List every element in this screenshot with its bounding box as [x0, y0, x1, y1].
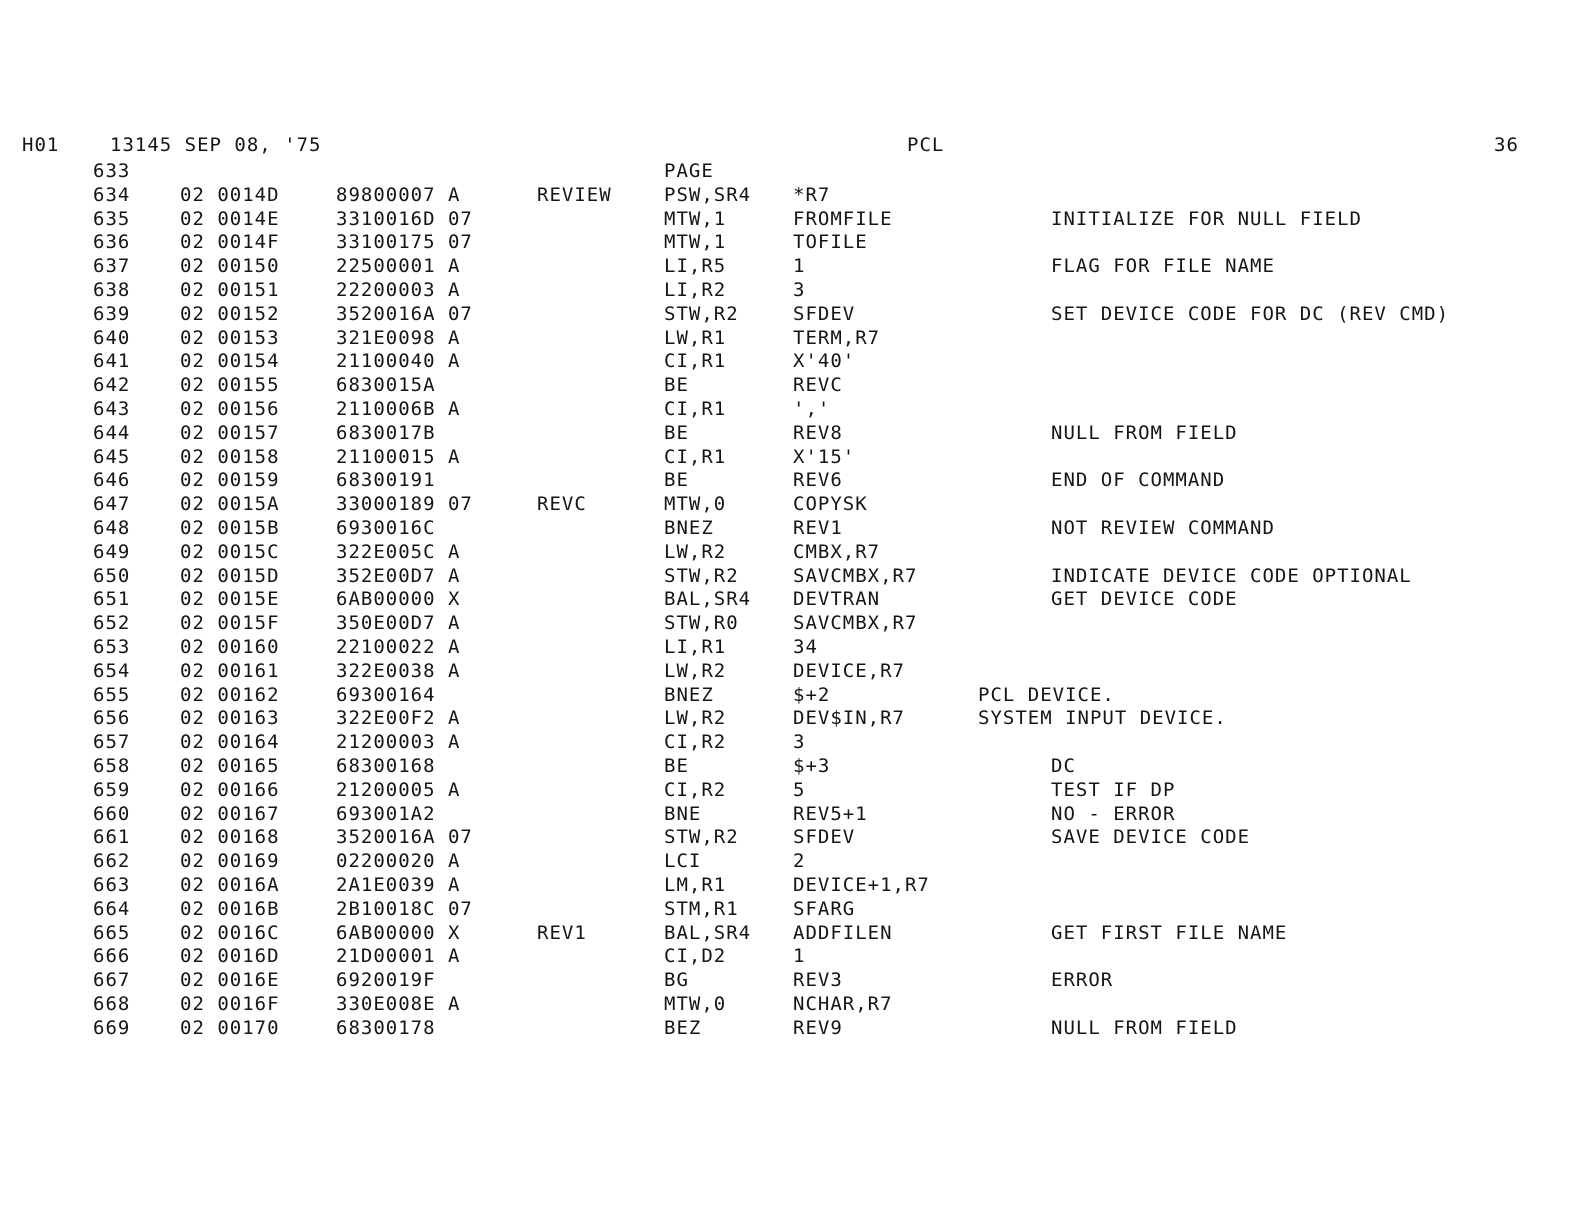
line-number: 653	[93, 635, 131, 658]
object-code: 69300164	[336, 683, 436, 706]
comment: NOT REVIEW COMMAND	[1051, 516, 1275, 539]
line-number: 655	[93, 683, 131, 706]
operand: SFARG	[793, 897, 856, 920]
operand: REV3	[793, 969, 843, 992]
opcode: MTW,1	[664, 231, 727, 254]
listing-row	[0, 446, 1584, 470]
listing-row	[0, 231, 1584, 255]
object-code: 322E005C A	[336, 540, 461, 563]
operand: REVC	[793, 374, 843, 397]
opcode: LW,R2	[664, 540, 727, 563]
listing-row	[0, 160, 1584, 184]
opcode: BNEZ	[664, 683, 714, 706]
object-code: 350E00D7 A	[336, 612, 461, 635]
comment: INDICATE DEVICE CODE OPTIONAL	[1051, 564, 1412, 587]
header-id: H01	[22, 134, 60, 156]
object-code: 68300191	[336, 469, 436, 492]
address: 02 0014D	[180, 183, 280, 206]
opcode: STM,R1	[664, 897, 739, 920]
operand: 3	[793, 278, 806, 301]
address: 02 00158	[180, 445, 280, 468]
operand: *R7	[793, 183, 831, 206]
opcode: CI,D2	[664, 945, 727, 968]
object-code: 22100022 A	[336, 635, 461, 658]
opcode: PAGE	[664, 160, 714, 182]
address: 02 00163	[180, 707, 280, 730]
line-number: 647	[93, 493, 131, 516]
line-number: 652	[93, 612, 131, 635]
address: 02 00169	[180, 850, 280, 873]
object-code: 22200003 A	[336, 278, 461, 301]
line-number: 668	[93, 992, 131, 1015]
operand: 3	[793, 731, 806, 754]
object-code: 6AB00000 X	[336, 588, 461, 611]
line-number: 664	[93, 897, 131, 920]
object-code: 2110006B A	[336, 397, 461, 420]
listing-row	[0, 422, 1584, 446]
listing-row	[0, 588, 1584, 612]
address: 02 00157	[180, 421, 280, 444]
operand: TOFILE	[793, 231, 868, 254]
listing-row	[0, 327, 1584, 351]
opcode: STW,R2	[664, 302, 739, 325]
operand: FROMFILE	[793, 207, 893, 230]
address: 02 00164	[180, 731, 280, 754]
line-number: 669	[93, 1016, 131, 1039]
address: 02 00156	[180, 397, 280, 420]
line-number: 633	[93, 160, 131, 182]
object-code: 89800007 A	[336, 183, 461, 206]
line-number: 645	[93, 445, 131, 468]
opcode: LW,R2	[664, 707, 727, 730]
address: 02 00162	[180, 683, 280, 706]
line-number: 654	[93, 659, 131, 682]
listing-row	[0, 612, 1584, 636]
listing-row	[0, 517, 1584, 541]
object-code: 68300168	[336, 754, 436, 777]
opcode: CI,R1	[664, 445, 727, 468]
line-number: 635	[93, 207, 131, 230]
address: 02 0015E	[180, 588, 280, 611]
address: 02 0016F	[180, 992, 280, 1015]
object-code: 6AB00000 X	[336, 921, 461, 944]
address: 02 0015A	[180, 493, 280, 516]
address: 02 0014F	[180, 231, 280, 254]
operand: ADDFILEN	[793, 921, 893, 944]
label: REV1	[537, 921, 587, 944]
opcode: BEZ	[664, 1016, 702, 1039]
comment: NULL FROM FIELD	[1051, 1016, 1238, 1039]
object-code: 330E008E A	[336, 992, 461, 1015]
operand: SFDEV	[793, 826, 856, 849]
object-code: 21D00001 A	[336, 945, 461, 968]
listing-row	[0, 707, 1584, 731]
line-number: 644	[93, 421, 131, 444]
opcode: STW,R0	[664, 612, 739, 635]
listing-row	[0, 922, 1584, 946]
header-page-number: 36	[1494, 134, 1519, 156]
line-number: 661	[93, 826, 131, 849]
line-number: 657	[93, 731, 131, 754]
comment: PCL DEVICE.	[978, 683, 1115, 706]
line-number: 665	[93, 921, 131, 944]
address: 02 0014E	[180, 207, 280, 230]
operand: ','	[793, 397, 831, 420]
comment: SAVE DEVICE CODE	[1051, 826, 1251, 849]
address: 02 00154	[180, 350, 280, 373]
header-title: PCL	[907, 134, 945, 156]
object-code: 21100040 A	[336, 350, 461, 373]
operand: SAVCMBX,R7	[793, 564, 918, 587]
opcode: LI,R1	[664, 635, 727, 658]
line-number: 637	[93, 255, 131, 278]
opcode: LM,R1	[664, 873, 727, 896]
object-code: 22500001 A	[336, 255, 461, 278]
listing-row	[0, 779, 1584, 803]
operand: DEVTRAN	[793, 588, 881, 611]
operand: X'40'	[793, 350, 856, 373]
comment: END OF COMMAND	[1051, 469, 1226, 492]
comment: ERROR	[1051, 969, 1114, 992]
address: 02 00155	[180, 374, 280, 397]
object-code: 6830017B	[336, 421, 436, 444]
opcode: CI,R2	[664, 778, 727, 801]
operand: 2	[793, 850, 806, 873]
line-number: 648	[93, 516, 131, 539]
operand: DEVICE+1,R7	[793, 873, 930, 896]
opcode: LW,R1	[664, 326, 727, 349]
object-code: 2B10018C 07	[336, 897, 473, 920]
object-code: 6930016C	[336, 516, 436, 539]
line-number: 642	[93, 374, 131, 397]
object-code: 352E00D7 A	[336, 564, 461, 587]
object-code: 21200003 A	[336, 731, 461, 754]
object-code: 21200005 A	[336, 778, 461, 801]
object-code: 2A1E0039 A	[336, 873, 461, 896]
comment: DC	[1051, 754, 1076, 777]
line-number: 640	[93, 326, 131, 349]
comment: INITIALIZE FOR NULL FIELD	[1051, 207, 1362, 230]
comment: FLAG FOR FILE NAME	[1051, 255, 1275, 278]
line-number: 650	[93, 564, 131, 587]
listing-row	[0, 1017, 1584, 1041]
operand: TERM,R7	[793, 326, 881, 349]
operand: $+3	[793, 754, 831, 777]
line-number: 660	[93, 802, 131, 825]
line-number: 636	[93, 231, 131, 254]
address: 02 00153	[180, 326, 280, 349]
object-code: 693001A2	[336, 802, 436, 825]
operand: COPYSK	[793, 493, 868, 516]
listing-row	[0, 208, 1584, 232]
operand: REV5+1	[793, 802, 868, 825]
operand: REV6	[793, 469, 843, 492]
opcode: MTW,0	[664, 992, 727, 1015]
object-code: 68300178	[336, 1016, 436, 1039]
object-code: 3520016A 07	[336, 302, 473, 325]
listing-row	[0, 660, 1584, 684]
opcode: LW,R2	[664, 659, 727, 682]
listing-row	[0, 303, 1584, 327]
opcode: MTW,0	[664, 493, 727, 516]
line-number: 638	[93, 278, 131, 301]
opcode: PSW,SR4	[664, 183, 752, 206]
line-number: 658	[93, 754, 131, 777]
opcode: LI,R5	[664, 255, 727, 278]
address: 02 00168	[180, 826, 280, 849]
operand: DEVICE,R7	[793, 659, 905, 682]
opcode: BE	[664, 374, 689, 397]
address: 02 0016C	[180, 921, 280, 944]
opcode: MTW,1	[664, 207, 727, 230]
listing-row	[0, 850, 1584, 874]
line-number: 651	[93, 588, 131, 611]
comment: SET DEVICE CODE FOR DC (REV CMD)	[1051, 302, 1450, 325]
listing-row	[0, 684, 1584, 708]
operand: 1	[793, 945, 806, 968]
listing-row	[0, 731, 1584, 755]
comment: SYSTEM INPUT DEVICE.	[978, 707, 1227, 730]
object-code: 6920019F	[336, 969, 436, 992]
address: 02 00170	[180, 1016, 280, 1039]
opcode: BAL,SR4	[664, 921, 752, 944]
opcode: BE	[664, 469, 689, 492]
listing-row	[0, 493, 1584, 517]
opcode: BE	[664, 754, 689, 777]
address: 02 00161	[180, 659, 280, 682]
address: 02 00160	[180, 635, 280, 658]
listing-row	[0, 826, 1584, 850]
listing-row	[0, 374, 1584, 398]
line-number: 643	[93, 397, 131, 420]
assembly-listing	[0, 160, 1584, 1040]
address: 02 00166	[180, 778, 280, 801]
object-code: 3520016A 07	[336, 826, 473, 849]
object-code: 322E0038 A	[336, 659, 461, 682]
comment: GET FIRST FILE NAME	[1051, 921, 1288, 944]
line-number: 639	[93, 302, 131, 325]
line-number: 656	[93, 707, 131, 730]
operand: REV8	[793, 421, 843, 444]
operand: 5	[793, 778, 806, 801]
address: 02 00159	[180, 469, 280, 492]
address: 02 00152	[180, 302, 280, 325]
object-code: 322E00F2 A	[336, 707, 461, 730]
line-number: 646	[93, 469, 131, 492]
listing-row	[0, 874, 1584, 898]
address: 02 0016E	[180, 969, 280, 992]
listing-row	[0, 469, 1584, 493]
address: 02 00167	[180, 802, 280, 825]
listing-row	[0, 350, 1584, 374]
listing-row	[0, 279, 1584, 303]
label: REVC	[537, 493, 587, 516]
address: 02 0016A	[180, 873, 280, 896]
listing-row	[0, 945, 1584, 969]
object-code: 33100175 07	[336, 231, 473, 254]
line-number: 659	[93, 778, 131, 801]
address: 02 00165	[180, 754, 280, 777]
listing-row	[0, 898, 1584, 922]
opcode: STW,R2	[664, 564, 739, 587]
address: 02 0015D	[180, 564, 280, 587]
object-code: 3310016D 07	[336, 207, 473, 230]
operand: NCHAR,R7	[793, 992, 893, 1015]
label: REVIEW	[537, 183, 612, 206]
listing-row	[0, 398, 1584, 422]
opcode: CI,R2	[664, 731, 727, 754]
line-number: 641	[93, 350, 131, 373]
address: 02 0016D	[180, 945, 280, 968]
listing-row	[0, 565, 1584, 589]
listing-row	[0, 255, 1584, 279]
object-code: 21100015 A	[336, 445, 461, 468]
comment: TEST IF DP	[1051, 778, 1176, 801]
comment: NO - ERROR	[1051, 802, 1176, 825]
line-number: 662	[93, 850, 131, 873]
opcode: BNEZ	[664, 516, 714, 539]
operand: SAVCMBX,R7	[793, 612, 918, 635]
comment: NULL FROM FIELD	[1051, 421, 1238, 444]
header-time-date: 13145 SEP 08, '75	[110, 134, 322, 156]
listing-row	[0, 541, 1584, 565]
operand: REV1	[793, 516, 843, 539]
listing-row	[0, 803, 1584, 827]
line-number: 666	[93, 945, 131, 968]
opcode: BE	[664, 421, 689, 444]
listing-row	[0, 993, 1584, 1017]
listing-row	[0, 755, 1584, 779]
operand: CMBX,R7	[793, 540, 881, 563]
operand: DEV$IN,R7	[793, 707, 905, 730]
address: 02 0016B	[180, 897, 280, 920]
listing-row	[0, 636, 1584, 660]
address: 02 0015C	[180, 540, 280, 563]
object-code: 33000189 07	[336, 493, 473, 516]
opcode: LI,R2	[664, 278, 727, 301]
object-code: 6830015A	[336, 374, 436, 397]
address: 02 00151	[180, 278, 280, 301]
comment: GET DEVICE CODE	[1051, 588, 1238, 611]
operand: 34	[793, 635, 818, 658]
listing-row	[0, 184, 1584, 208]
opcode: CI,R1	[664, 397, 727, 420]
address: 02 0015F	[180, 612, 280, 635]
opcode: BG	[664, 969, 689, 992]
line-number: 667	[93, 969, 131, 992]
opcode: BNE	[664, 802, 702, 825]
line-number: 649	[93, 540, 131, 563]
object-code: 321E0098 A	[336, 326, 461, 349]
opcode: STW,R2	[664, 826, 739, 849]
line-number: 634	[93, 183, 131, 206]
operand: $+2	[793, 683, 831, 706]
address: 02 00150	[180, 255, 280, 278]
line-number: 663	[93, 873, 131, 896]
operand: 1	[793, 255, 806, 278]
object-code: 02200020 A	[336, 850, 461, 873]
operand: REV9	[793, 1016, 843, 1039]
operand: SFDEV	[793, 302, 856, 325]
opcode: CI,R1	[664, 350, 727, 373]
operand: X'15'	[793, 445, 856, 468]
address: 02 0015B	[180, 516, 280, 539]
opcode: LCI	[664, 850, 702, 873]
opcode: BAL,SR4	[664, 588, 752, 611]
listing-row	[0, 969, 1584, 993]
